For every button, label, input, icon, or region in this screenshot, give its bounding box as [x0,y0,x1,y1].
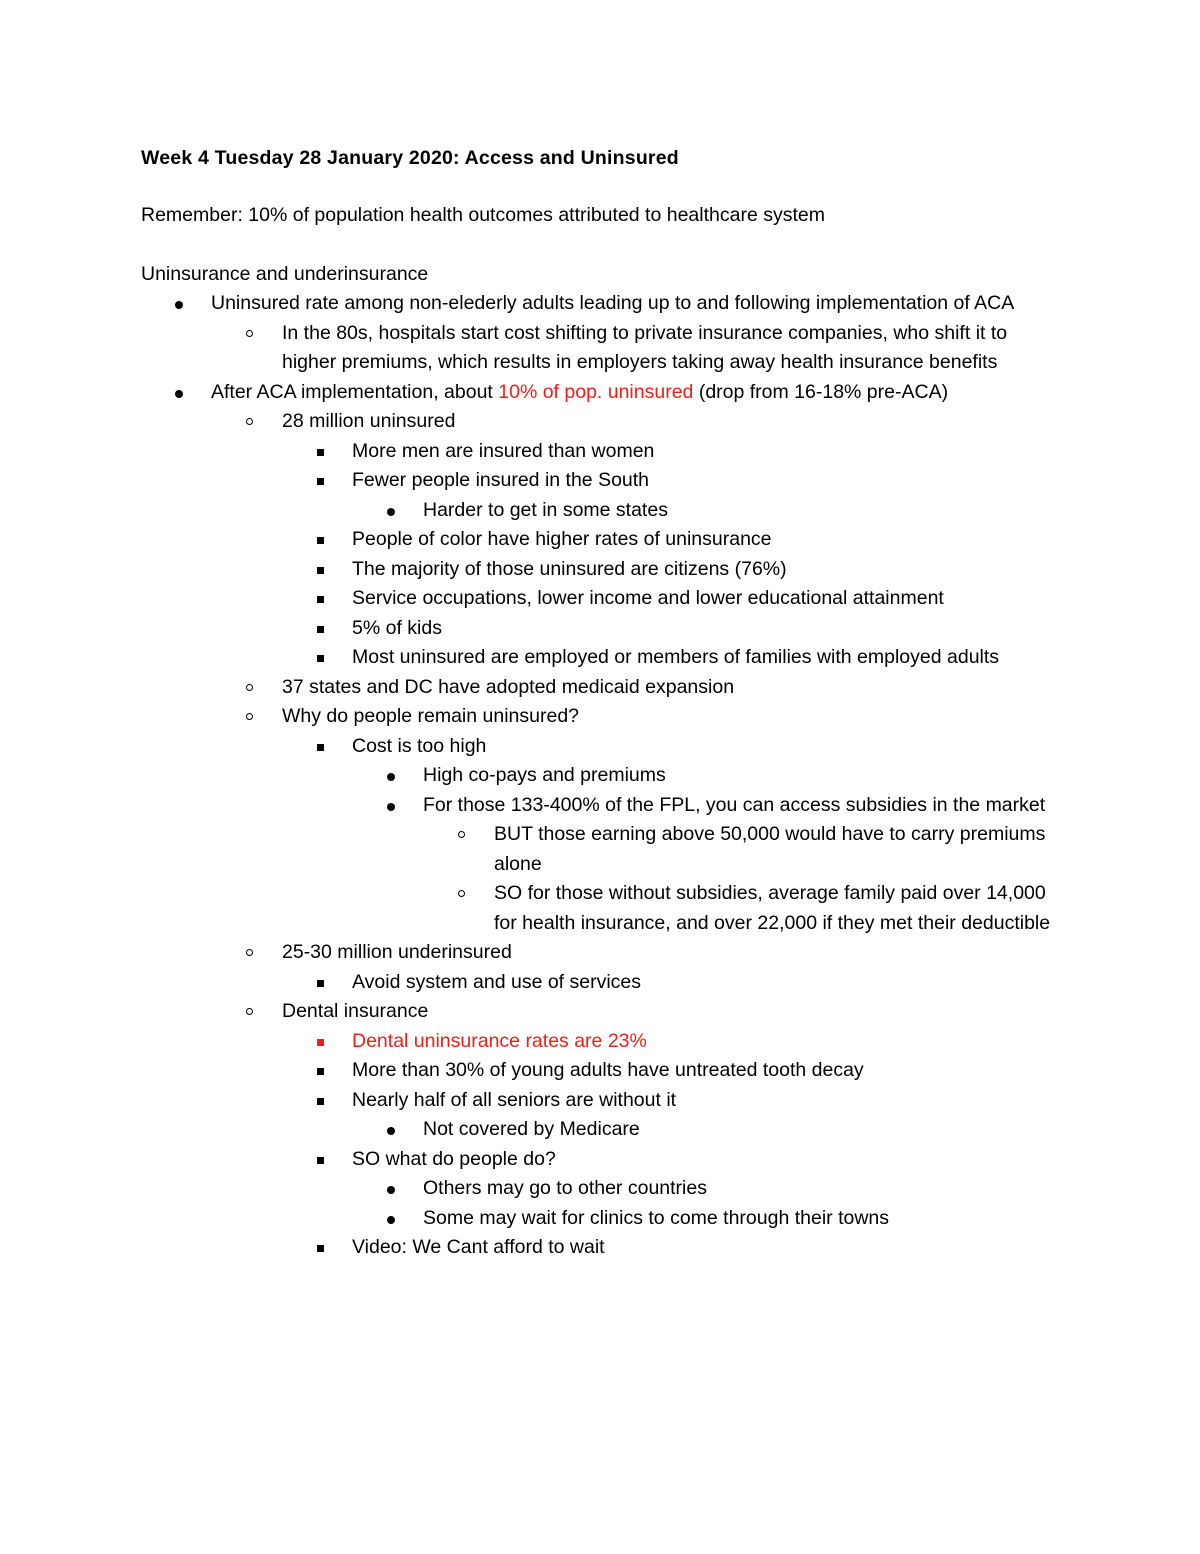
list-item-text [282,319,1062,378]
bullet-circle-icon [246,418,253,425]
list-item [494,820,1054,879]
bullet-dot-icon [175,301,183,309]
section-heading: Uninsurance and underinsurance [141,263,429,285]
list-item [423,1115,1063,1145]
list-item-text [282,938,1062,968]
text-run: Harder to get in some states [423,498,668,521]
list-item [352,732,1062,762]
list-item [352,1056,1062,1086]
bullet-circle-icon [246,713,253,720]
text-run: Others may go to other countries [423,1177,707,1199]
text-run: The majority of those uninsured are citizens (76%) [352,557,787,580]
bullet-square-icon [317,537,324,544]
list-item [352,1233,1062,1263]
list-item-text [352,1145,1062,1175]
list-item-text [352,525,1062,555]
list-item [352,643,1062,673]
text-run: More men are insured than women [352,439,655,462]
text-run: BUT those earning above 50,000 would have to carry premiums alone [494,823,1046,875]
bullet-circle-icon [246,684,253,691]
list-item [352,1145,1062,1175]
bullet-dot-icon [387,803,395,811]
list-item-text [494,820,1054,879]
bullet-dot-icon [387,1216,395,1224]
list-item-text [423,496,1063,526]
bullet-square-icon [317,626,324,633]
bullet-circle-icon [458,890,465,897]
text-run: Most uninsured are employed or members of families with employed adults [352,646,1000,668]
list-item-text [282,702,1062,732]
list-item [423,1204,1063,1234]
list-item [352,466,1062,496]
text-run: Why do people remain uninsured? [282,705,580,727]
bullet-square-icon [317,567,324,574]
list-item [352,437,1062,467]
bullet-square-icon [317,478,324,485]
text-run: Cost is too high [352,734,487,757]
document-title: Week 4 Tuesday 28 January 2020: Access and Uninsured [141,147,679,169]
highlighted-text: 10% of pop. uninsured [498,380,694,403]
text-run: Video: We Cant afford to wait [352,1236,605,1258]
remember-note: Remember: 10% of population health outcomes attributed to healthcare system [141,204,825,226]
list-item [352,968,1062,998]
list-item [423,496,1063,526]
text-run: Dental insurance [282,1000,429,1022]
text-run: In the 80s, hospitals start cost shifting to private insurance companies, who shift it to higher premiums, which results in employers taking away health insurance benefits [282,321,1008,373]
bullet-square-icon [317,596,324,603]
list-item [352,614,1062,644]
list-item-text [423,791,1063,821]
bullet-square-icon [317,449,324,456]
list-item [494,879,1054,938]
bullet-circle-icon [246,949,253,956]
list-item-text [211,289,1061,319]
text-run: Nearly half of all seniors are without it [352,1088,677,1111]
text-run: High co-pays and premiums [423,764,666,786]
list-item-text [352,1233,1062,1263]
bullet-square-icon [317,1039,324,1046]
list-item-text [282,997,1062,1027]
bullet-dot-icon [387,1186,395,1194]
list-item-text [282,407,1062,437]
list-item-text [352,555,1062,585]
bullet-dot-icon [387,1127,395,1135]
list-item [352,1086,1062,1116]
list-item-text [352,968,1062,998]
text-run: Service occupations, lower income and lower educational attainment [352,587,944,609]
bullet-square-icon [317,980,324,987]
list-item [282,319,1062,378]
list-item-text [352,437,1062,467]
text-run: SO for those without subsidies, average family paid over 14,000 for health insurance, and over 22,000 if they met their deductible [494,882,1051,934]
text-run: People of color have higher rates of uninsurance [352,528,772,550]
list-item [282,997,1062,1027]
bullet-square-icon [317,744,324,751]
text-run: Avoid system and use of services [352,970,642,993]
highlighted-text: Dental uninsurance rates are 23% [352,1029,647,1052]
list-item-text [352,466,1062,496]
text-run: After ACA implementation, about [211,380,499,403]
list-item [423,761,1063,791]
list-item-text [352,732,1062,762]
list-item-text [352,614,1062,644]
text-run: 37 states and DC have adopted medicaid expansion [282,675,735,698]
bullet-outline [0,289,1200,1263]
list-item [211,378,1061,408]
list-item-text [352,1056,1062,1086]
list-item [282,673,1062,703]
list-item [211,289,1061,319]
bullet-circle-icon [458,831,465,838]
list-item-text [423,1204,1063,1234]
list-item [282,938,1062,968]
list-item-text [352,1027,1062,1057]
text-run: Fewer people insured in the South [352,469,650,491]
text-run: Some may wait for clinics to come through their towns [423,1206,890,1229]
list-item-text [423,761,1063,791]
list-item-text [352,584,1062,614]
bullet-circle-icon [246,1008,253,1015]
list-item [352,1027,1062,1057]
list-item [282,702,1062,732]
list-item-text [423,1115,1063,1145]
bullet-dot-icon [387,773,395,781]
text-run: Uninsured rate among non-elederly adults leading up to and following implementation of ACA [211,292,1015,314]
list-item-text [352,643,1062,673]
text-run: 28 million uninsured [282,410,456,432]
bullet-square-icon [317,1157,324,1164]
text-run: 5% of kids [352,616,442,639]
list-item-text [211,378,1061,408]
text-run: 25-30 million underinsured [282,941,512,963]
text-run: SO what do people do? [352,1147,556,1170]
text-run: For those 133-400% of the FPL, you can access subsidies in the market [423,793,1046,816]
list-item-text [352,1086,1062,1116]
list-item [423,1174,1063,1204]
bullet-dot-icon [387,508,395,516]
list-item [352,584,1062,614]
list-item [423,791,1063,821]
text-run: Not covered by Medicare [423,1118,640,1140]
list-item-text [282,673,1062,703]
list-item [352,525,1062,555]
list-item [352,555,1062,585]
bullet-square-icon [317,1098,324,1105]
bullet-circle-icon [246,330,253,337]
list-item [282,407,1062,437]
text-run: More than 30% of young adults have untreated tooth decay [352,1059,864,1081]
bullet-dot-icon [175,390,183,398]
bullet-square-icon [317,1245,324,1252]
bullet-square-icon [317,1068,324,1075]
list-item-text [494,879,1054,938]
bullet-square-icon [317,655,324,662]
text-run: (drop from 16-18% pre-ACA) [693,380,949,403]
list-item-text [423,1174,1063,1204]
